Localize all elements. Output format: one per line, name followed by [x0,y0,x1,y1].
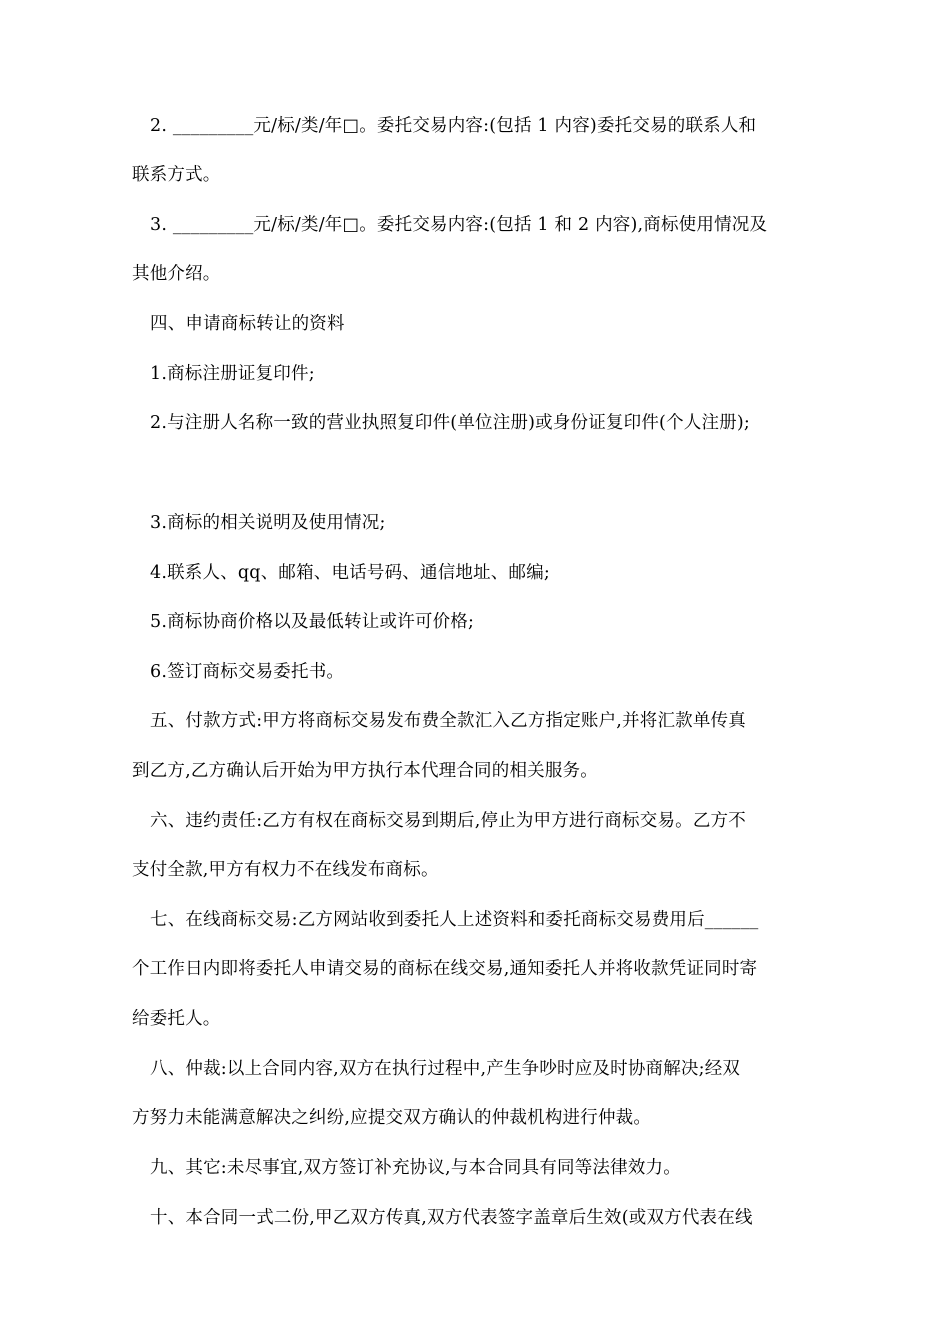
text-line: 八、仲裁:以上合同内容,双方在执行过程中,产生争吵时应及时协商解决;经双 [150,1059,741,1079]
list-item: 2.与注册人名称一致的营业执照复印件(单位注册)或身份证复印件(个人注册); [150,413,750,433]
text-line: 2. _________元/标/类/年□。委托交易内容:(包括 1 内容)委托交易的联系人和 [150,116,757,136]
list-item: 6.签订商标交易委托书。 [150,662,345,682]
section-heading: 四、申请商标转让的资料 [150,314,345,334]
text-line: 六、违约责任:乙方有权在商标交易到期后,停止为甲方进行商标交易。乙方不 [150,811,746,831]
text-line: 十、本合同一式二份,甲乙双方传真,双方代表签字盖章后生效(或双方代表在线 [150,1208,753,1228]
text-line: 3. _________元/标/类/年□。委托交易内容:(包括 1 和 2 内容),商标使用情况及 [150,215,768,235]
text-line: 给委托人。 [132,1009,221,1029]
list-item: 4.联系人、qq、邮箱、电话号码、通信地址、邮编; [150,563,550,583]
text-line: 个工作日内即将委托人申请交易的商标在线交易,通知委托人并将收款凭证同时寄 [132,959,758,979]
text-line: 其他介绍。 [132,264,221,284]
text-line: 到乙方,乙方确认后开始为甲方执行本代理合同的相关服务。 [132,761,598,781]
text-line: 联系方式。 [132,165,221,185]
text-line: 五、付款方式:甲方将商标交易发布费全款汇入乙方指定账户,并将汇款单传真 [150,711,746,731]
text-line: 七、在线商标交易:乙方网站收到委托人上述资料和委托商标交易费用后______ [150,910,759,930]
text-line: 支付全款,甲方有权力不在线发布商标。 [132,860,439,880]
list-item: 5.商标协商价格以及最低转让或许可价格; [150,612,475,632]
list-item: 3.商标的相关说明及使用情况; [150,513,386,533]
text-line: 方努力未能满意解决之纠纷,应提交双方确认的仲裁机构进行仲裁。 [132,1108,652,1128]
list-item: 1.商标注册证复印件; [150,364,315,384]
text-line: 九、其它:未尽事宜,双方签订补充协议,与本合同具有同等法律效力。 [150,1158,681,1178]
